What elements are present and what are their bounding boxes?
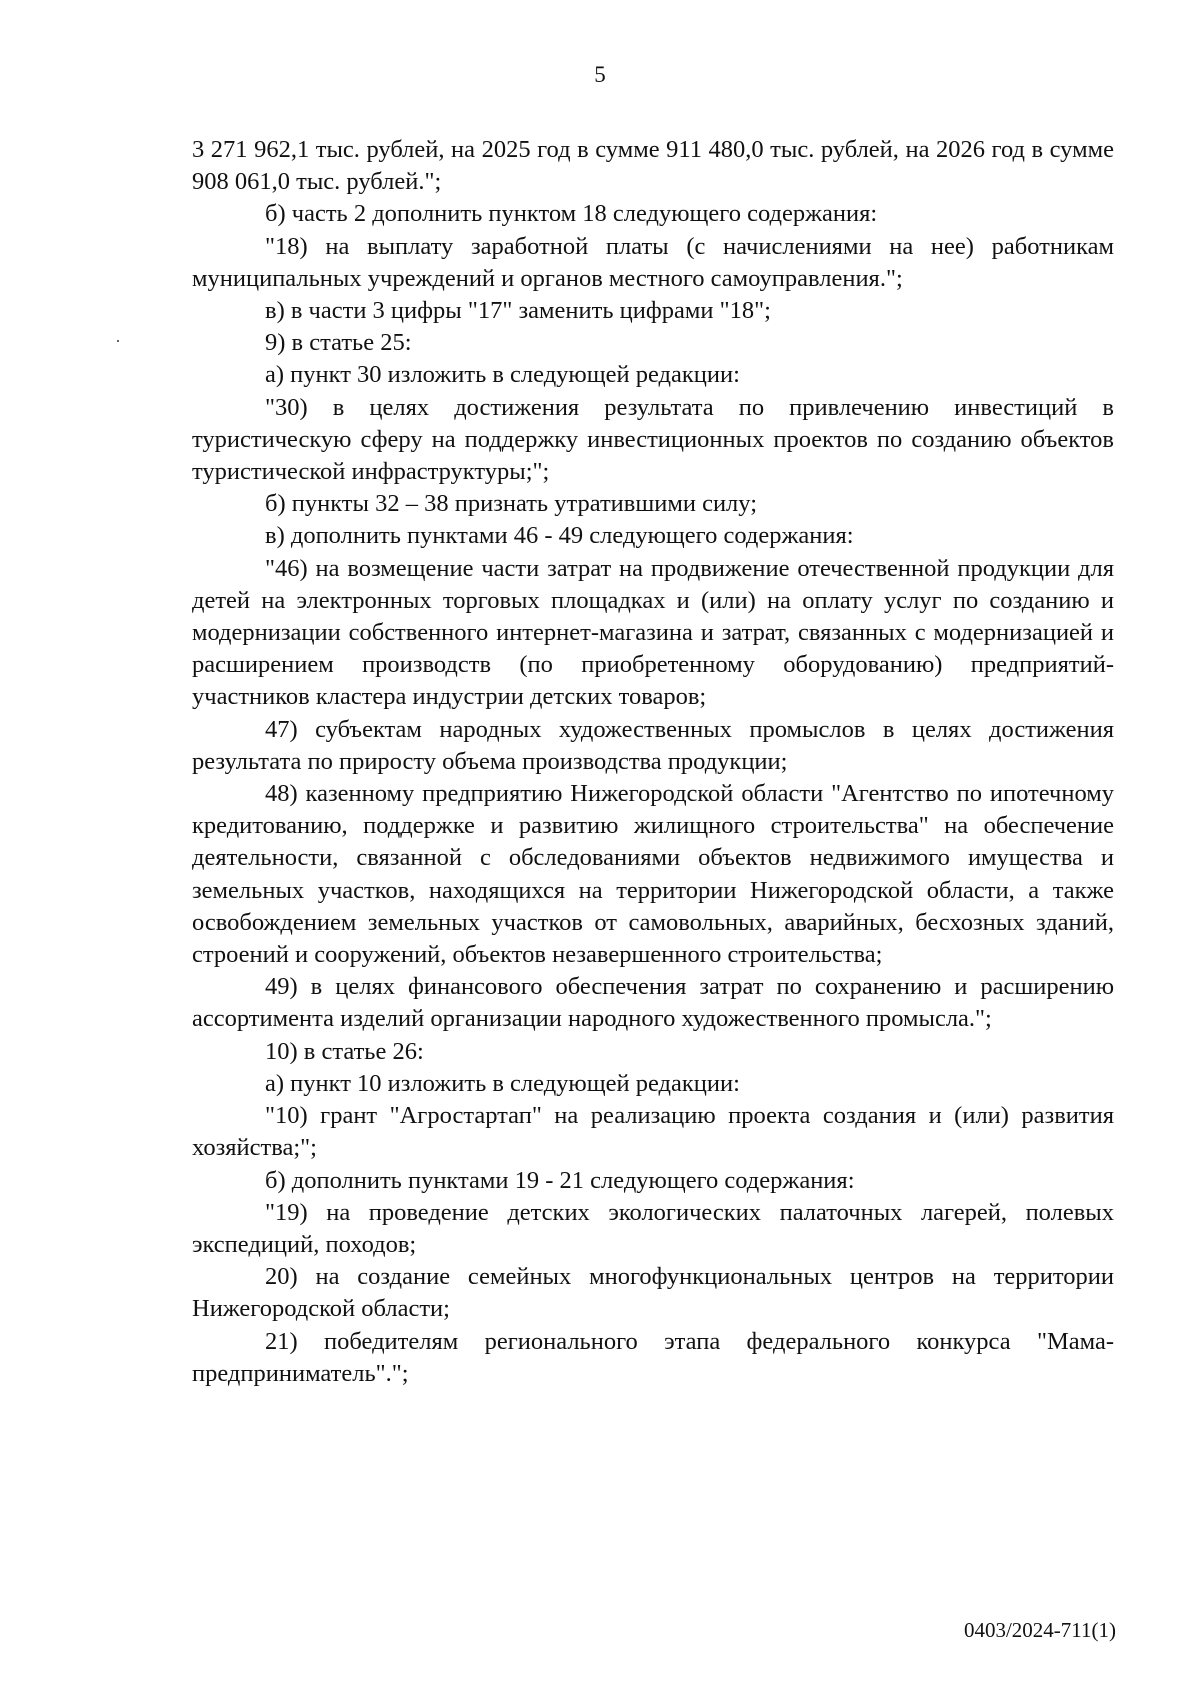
page-number: 5 [594,62,606,87]
paragraph: "10) грант "Агростартап" на реализацию проекта создания и (или) развития хозяйства;"; [192,1102,1114,1162]
paragraph: 9) в статье 25: [265,329,412,357]
paragraph: "18) на выплату заработной платы (с начислениями на нее) работникам муниципальных учреждений и органов местного самоуправления."; [192,232,1114,292]
paragraph: б) дополнить пунктами 19 - 21 следующего содержания: [265,1166,855,1194]
paragraph: 20) на создание семейных многофункциональных центров на территории Нижегородской области; [192,1263,1114,1323]
paragraph: "46) на возмещение части затрат на продвижение отечественной продукции для детей на электронных торговых площадках и (или) на оплату услуг по созданию и модернизации собственного интернет-магазина и затрат, связанных с модернизацией и расширением производств (по приобретенному оборудованию) предприятий-участников кластера индустрии детских товаров; [192,554,1114,711]
paragraph: "19) на проведение детских экологических палаточных лагерей, полевых экспедиций, походов; [192,1198,1114,1258]
document-registration-code: 0403/2024-711(1) [963,1618,1116,1642]
paragraph: в) в части 3 цифры "17" заменить цифрами "18"; [265,297,771,325]
paragraph: 21) победителям регионального этапа федерального конкурса "Мама-предприниматель"."; [192,1327,1114,1387]
paragraph: "30) в целях достижения результата по привлечению инвестиций в туристическую сферу на поддержку инвестиционных проектов по созданию объектов туристической инфраструктуры;"; [192,393,1114,486]
scan-speck [117,340,119,342]
paragraph: 3 271 962,1 тыс. рублей, на 2025 год в сумме 911 480,0 тыс. рублей, на 2026 год в сумме 908 061,0 тыс. рублей."; [192,136,1114,196]
paragraph: в) дополнить пунктами 46 - 49 следующего содержания: [265,522,854,550]
paragraph: 48) казенному предприятию Нижегородской области "Агентство по ипотечному кредитованию, поддержке и развитию жилищного строительства" на обеспечение деятельности, связанной с обследованиями объектов недвижимого имущества и земельных участков, находящихся на территории Нижегородской области, а также освобождением земельных участков от самовольных, аварийных, бесхозных зданий, строений и сооружений, объектов незавершенного строительства; [192,780,1114,969]
paragraph: а) пункт 30 изложить в следующей редакции: [265,361,740,389]
paragraph: 49) в целях финансового обеспечения затрат по сохранению и расширению ассортимента изделий организации народного художественного промысла."; [192,973,1114,1033]
paragraph: 47) субъектам народных художественных промыслов в целях достижения результата по приросту объема производства продукции; [192,715,1114,775]
document-body [192,134,1114,1390]
paragraph: 10) в статье 26: [265,1037,424,1065]
paragraph: б) часть 2 дополнить пунктом 18 следующего содержания: [265,200,878,228]
paragraph: а) пункт 10 изложить в следующей редакции: [265,1069,740,1097]
paragraph: б) пункты 32 – 38 признать утратившими силу; [265,490,758,518]
